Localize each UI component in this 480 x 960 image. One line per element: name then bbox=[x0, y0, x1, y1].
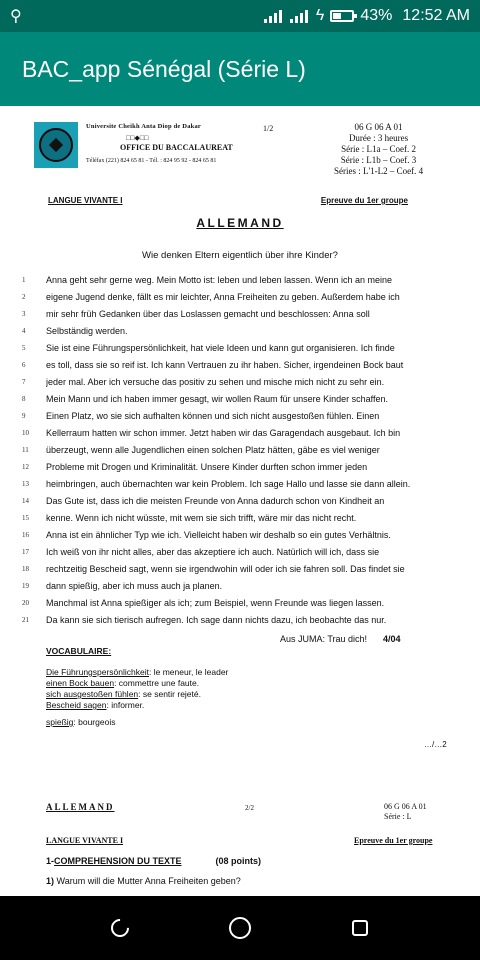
line-number: 5 bbox=[22, 343, 26, 352]
page2-langue: LANGUE VIVANTE I bbox=[46, 836, 124, 845]
exam-series: Série : L1b – Coef. 3 bbox=[340, 155, 417, 165]
comp-prefix: 1- bbox=[46, 856, 55, 866]
exam-code: 06 G 06 A 01 bbox=[354, 122, 403, 132]
battery-icon bbox=[330, 10, 354, 22]
line-text: Sie ist eine Führungspersönlichkeit, hat viele Ideen und kann gut organisieren. Ich finde bbox=[46, 342, 395, 353]
line-text: Probleme mit Drogen und Kriminalität. Unsere Kinder durften schon immer jeden bbox=[46, 461, 368, 472]
line-number: 4 bbox=[22, 326, 26, 335]
clock: 12:52 AM bbox=[402, 7, 470, 24]
document-viewer[interactable] bbox=[0, 106, 480, 896]
text-line bbox=[22, 390, 452, 407]
exam-info bbox=[334, 122, 423, 177]
line-text: heimbringen, auch übernachten war kein Problem. Ich sage Hallo und lasse sie dann allein. bbox=[46, 478, 411, 489]
line-number: 16 bbox=[22, 530, 29, 539]
comp-points: (08 points) bbox=[215, 856, 262, 866]
vocabulary-item bbox=[46, 717, 366, 728]
exam-subheader bbox=[48, 196, 408, 205]
vocab-translation: : le meneur, le leader bbox=[149, 667, 229, 677]
line-text: es toll, dass sie so reif ist. Ich kann Vertrauen zu ihr haben. Sicher, irgendeinen Bock baut bbox=[46, 359, 404, 370]
page2-number: 2/2 bbox=[245, 804, 254, 812]
text-source bbox=[280, 634, 401, 644]
battery-percent: 43% bbox=[360, 7, 393, 24]
home-button[interactable] bbox=[220, 908, 260, 948]
text-line bbox=[22, 407, 452, 424]
document-header bbox=[34, 122, 454, 186]
line-number: 9 bbox=[22, 411, 26, 420]
header-ornament: □□◆□□ bbox=[126, 134, 149, 142]
line-number: 1 bbox=[22, 275, 26, 284]
page-number: 1/2 bbox=[263, 124, 274, 133]
line-text: rechtzeitig Bescheid sagt, wenn sie irgendwohin will oder ich sie fahren soll. Das findet sie bbox=[46, 563, 405, 574]
text-line bbox=[22, 594, 452, 611]
office-phone: Téléfax (221) 824 65 81 - Tél. : 824 95 92 - 824 65 81 bbox=[86, 158, 217, 164]
line-text: Das Gute ist, dass ich die meisten Freunde von Anna dadurch schon von Kindheit an bbox=[46, 495, 385, 506]
app-title: BAC_app Sénégal (Série L) bbox=[22, 55, 306, 82]
recent-apps-button[interactable] bbox=[340, 908, 380, 948]
vocabulary-title: VOCABULAIRE: bbox=[46, 646, 112, 656]
line-number: 14 bbox=[22, 496, 29, 505]
line-text: Einen Platz, wo sie sich aufhalten können und sich nicht ausgestoßen fühlen. Einen bbox=[46, 410, 380, 421]
subject-title: ALLEMAND bbox=[196, 216, 284, 230]
text-line bbox=[22, 339, 452, 356]
status-bar bbox=[0, 0, 480, 32]
vocab-term: spießig bbox=[46, 717, 74, 727]
line-text: Kellerraum hatten wir schon immer. Jetzt haben wir das Garagendach ausgebaut. Ich bin bbox=[46, 427, 401, 438]
text-line bbox=[22, 441, 452, 458]
text-line bbox=[22, 288, 452, 305]
university-name: Universite Cheikh Anta Diop de Dakar bbox=[86, 123, 201, 130]
reading-text bbox=[22, 271, 452, 628]
question-1-number: 1) bbox=[46, 876, 55, 886]
vocab-translation: : commettre une faute. bbox=[114, 678, 200, 688]
text-line bbox=[22, 560, 452, 577]
vocabulary-item bbox=[46, 689, 366, 700]
usb-icon: ⚲ bbox=[10, 8, 22, 25]
text-line bbox=[22, 492, 452, 509]
page2-serie: Série : L bbox=[384, 812, 412, 821]
text-line bbox=[22, 526, 452, 543]
vocab-translation: : bourgeois bbox=[73, 717, 116, 727]
line-text: jeder mal. Aber ich versuche das positiv zu sehen und mische mich nicht zu sehr ein. bbox=[46, 376, 385, 387]
line-number: 21 bbox=[22, 615, 29, 624]
document-page-2 bbox=[0, 796, 480, 896]
exam-series: Série : L1a – Coef. 2 bbox=[341, 144, 417, 154]
signal-icon bbox=[264, 9, 282, 23]
signal-icon-2 bbox=[290, 9, 308, 23]
langue-label: LANGUE VIVANTE I bbox=[48, 196, 123, 205]
vocab-term: einen Bock bauen bbox=[46, 678, 115, 688]
page2-exam-info bbox=[384, 802, 427, 822]
page2-code: 06 G 06 A 01 bbox=[384, 802, 427, 811]
line-text: Selbständig werden. bbox=[46, 325, 128, 336]
question-1 bbox=[46, 876, 241, 886]
vocabulary-section bbox=[46, 646, 366, 728]
text-line bbox=[22, 356, 452, 373]
line-number: 8 bbox=[22, 394, 26, 403]
line-text: Da kann sie sich tierisch aufregen. Ich sage dann nichts dazu, ich beobachte das nur. bbox=[46, 614, 387, 625]
line-number: 2 bbox=[22, 292, 26, 301]
line-number: 13 bbox=[22, 479, 29, 488]
line-number: 15 bbox=[22, 513, 29, 522]
vocabulary-item bbox=[46, 667, 366, 678]
line-number: 3 bbox=[22, 309, 26, 318]
app-bar bbox=[0, 32, 480, 106]
text-line bbox=[22, 509, 452, 526]
line-text: Anna geht sehr gerne weg. Mein Motto ist: leben und leben lassen. Wenn ich an meine bbox=[46, 274, 393, 285]
text-line bbox=[22, 577, 452, 594]
line-number: 19 bbox=[22, 581, 29, 590]
line-text: mir sehr früh Gedanken über das Loslassen gemacht und beschlossen: Anna soll bbox=[46, 308, 370, 319]
line-text: Manchmal ist Anna spießiger als ich; zum Beispiel, wenn Freunde was liegen lassen. bbox=[46, 597, 385, 608]
exam-duration: Durée : 3 heures bbox=[348, 133, 409, 143]
line-number: 10 bbox=[22, 428, 29, 437]
line-text: eigene Jugend denke, fällt es mir leichter, Anna Freiheiten zu geben. Außerdem habe ich bbox=[46, 291, 400, 302]
text-line bbox=[22, 305, 452, 322]
text-line bbox=[22, 424, 452, 441]
text-line bbox=[22, 543, 452, 560]
source-number: 4/04 bbox=[383, 634, 401, 644]
text-line bbox=[22, 475, 452, 492]
charging-icon: ϟ bbox=[315, 7, 325, 24]
page2-subject: ALLEMAND bbox=[46, 802, 115, 812]
continued-marker: …/…2 bbox=[424, 740, 447, 749]
line-number: 12 bbox=[22, 462, 29, 471]
source-label: Aus JUMA: Trau dich! bbox=[280, 634, 368, 644]
line-number: 17 bbox=[22, 547, 29, 556]
question-1-text: Warum will die Mutter Anna Freiheiten geben? bbox=[56, 876, 241, 886]
line-number: 7 bbox=[22, 377, 26, 386]
university-logo bbox=[34, 122, 78, 168]
text-line bbox=[22, 611, 452, 628]
line-text: Ich weiß von ihr nicht alles, aber das akzeptiere ich auch. Natürlich will ich, dass sie bbox=[46, 546, 380, 557]
epreuve-label: Epreuve du 1er groupe bbox=[320, 196, 408, 205]
home-icon bbox=[229, 917, 251, 939]
line-number: 20 bbox=[22, 598, 29, 607]
text-line bbox=[22, 322, 452, 339]
text-line bbox=[22, 271, 452, 288]
vocab-term: sich ausgestoßen fühlen bbox=[46, 689, 139, 699]
line-number: 6 bbox=[22, 360, 26, 369]
text-line bbox=[22, 458, 452, 475]
recent-apps-icon bbox=[352, 920, 368, 936]
vocab-translation: : informer. bbox=[106, 700, 145, 710]
line-text: Mein Mann und ich haben immer gesagt, wir wollen Raum für unsere Kinder schaffen. bbox=[46, 393, 389, 404]
comprehension-heading bbox=[46, 856, 261, 866]
line-text: kenne. Wenn ich nicht wüsste, mit wem sie sich trifft, wäre mir das nicht recht. bbox=[46, 512, 357, 523]
vocab-term: Bescheid sagen bbox=[46, 700, 107, 710]
line-number: 11 bbox=[22, 445, 29, 454]
back-button[interactable] bbox=[100, 908, 140, 948]
line-text: überzeugt, wenn alle Jugendlichen einen solchen Platz hätten, gäbe es viel weniger bbox=[46, 444, 380, 455]
page2-epreuve: Epreuve du 1er groupe bbox=[354, 836, 433, 845]
vocabulary-item bbox=[46, 700, 366, 711]
line-text: dann spießig, aber ich muss auch ja planen. bbox=[46, 580, 223, 591]
document-page-1 bbox=[0, 106, 480, 776]
vocab-term: Die Führungspersönlichkeit bbox=[46, 667, 149, 677]
office-name: OFFICE DU BACCALAUREAT bbox=[120, 143, 233, 152]
comp-title: COMPREHENSION DU TEXTE bbox=[54, 856, 182, 866]
vocabulary-item bbox=[46, 678, 366, 689]
back-icon bbox=[107, 915, 132, 940]
line-number: 18 bbox=[22, 564, 29, 573]
text-line bbox=[22, 373, 452, 390]
vocab-translation: : se sentir rejeté. bbox=[138, 689, 201, 699]
exam-series: Séries : L'1-L2 – Coef. 4 bbox=[334, 166, 424, 176]
line-text: Anna ist ein ähnlicher Typ wie ich. Vielleicht haben wir deshalb so ein gutes Verhältnis. bbox=[46, 529, 391, 540]
navigation-bar bbox=[0, 896, 480, 960]
text-title: Wie denken Eltern eigentlich über ihre Kinder? bbox=[142, 250, 338, 261]
